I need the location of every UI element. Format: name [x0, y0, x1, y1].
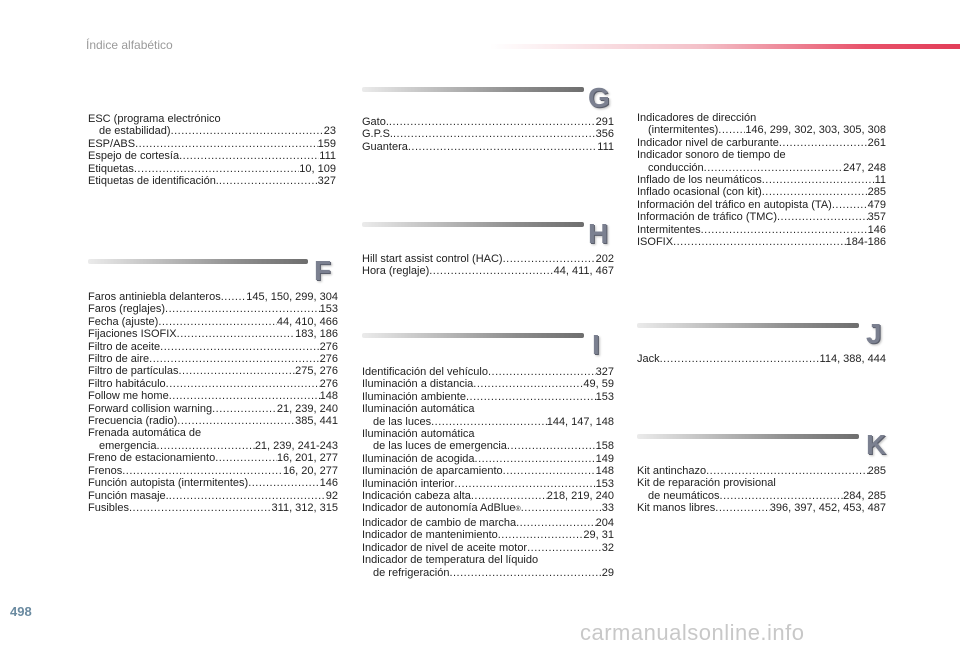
index-entry-label: Intermitentes: [637, 223, 701, 236]
index-entry-pages[interactable]: 153: [595, 477, 614, 490]
index-entry-label: Iluminación a distancia: [362, 378, 474, 391]
index-entry: [362, 490, 614, 502]
index-entry-pages[interactable]: 23: [323, 125, 336, 138]
index-section-h: [362, 253, 614, 278]
index-entry: [88, 125, 336, 137]
dot-leader: [507, 440, 596, 452]
index-entry: [362, 554, 614, 566]
index-entry: [88, 303, 338, 315]
index-entry-label: de las luces: [373, 415, 432, 428]
page-number: 498: [10, 604, 32, 619]
index-entry-label: Etiquetas de identificación.: [88, 175, 219, 188]
index-entry: [637, 149, 886, 161]
index-entry-label: Filtro habitáculo: [88, 377, 166, 390]
dot-leader: [701, 224, 868, 236]
index-entry-label: Indicador nivel de carburante: [637, 136, 779, 149]
index-entry: [88, 390, 338, 402]
index-entry-label: Función masaje.: [88, 489, 169, 502]
index-entry-pages[interactable]: 114, 388, 444: [819, 353, 886, 365]
dot-leader: [777, 211, 868, 223]
index-entry-pages[interactable]: 261: [867, 136, 886, 149]
dot-leader: [762, 174, 875, 186]
dot-leader: [221, 291, 247, 303]
index-entry-pages[interactable]: 16, 201, 277: [276, 452, 338, 465]
index-entry-pages[interactable]: 356: [595, 128, 614, 141]
index-entry: [362, 416, 614, 428]
section-letter-h: H: [588, 218, 609, 249]
index-entry-label: Iluminación de aparcamiento: [362, 465, 503, 478]
index-entry-label: Jack: [637, 353, 660, 365]
index-entry-pages[interactable]: 158: [595, 440, 614, 453]
dot-leader: [158, 316, 277, 328]
index-entry-label: G.P.S.: [362, 128, 393, 141]
index-entry-label: Indicador de mantenimiento: [362, 529, 498, 542]
section-divider-i: [362, 333, 584, 338]
dot-leader: [122, 465, 283, 477]
index-entry-label: Guantera: [362, 140, 408, 153]
index-entry-pages[interactable]: 44, 411, 467: [553, 265, 614, 278]
index-entry: [362, 128, 614, 140]
index-entry: [88, 175, 336, 187]
index-entry: [362, 428, 614, 440]
index-entry-label: Inflado de los neumáticos: [637, 174, 762, 187]
index-entry-pages[interactable]: 357: [867, 211, 886, 224]
dot-leader: [177, 328, 296, 340]
index-entry: [362, 391, 614, 403]
index-entry-pages[interactable]: 16, 20, 277: [282, 464, 338, 477]
index-section-i-continued: [637, 112, 886, 248]
index-entry-label: (intermitentes): [648, 124, 719, 137]
index-section-e: [88, 113, 336, 187]
index-entry: [362, 265, 614, 277]
index-entry-pages[interactable]: 29, 31: [583, 529, 614, 542]
section-divider-k: [637, 434, 859, 439]
dot-leader: [779, 137, 868, 149]
index-entry: [88, 316, 338, 328]
index-entry-pages[interactable]: 32: [601, 541, 614, 554]
index-entry-label: Fecha (ajuste): [88, 315, 159, 328]
index-entry: [88, 341, 338, 353]
dot-leader: [718, 124, 745, 136]
dot-leader: [706, 465, 868, 477]
index-entry: [88, 378, 338, 390]
index-entry: [637, 236, 886, 248]
dot-leader: [135, 138, 318, 150]
index-entry-label: Indicador sonoro de tiempo de: [637, 149, 786, 162]
dot-leader: [389, 116, 596, 128]
index-entry-label: Indicadores de dirección: [637, 112, 757, 124]
dot-leader: [212, 403, 277, 415]
dot-leader: [431, 416, 547, 428]
index-entry: [637, 162, 886, 174]
index-entry-label: Inflado ocasional (con kit): [637, 186, 762, 199]
index-entry-pages[interactable]: 111: [319, 150, 336, 163]
index-entry: [362, 440, 614, 452]
section-letter-g: G: [588, 82, 610, 113]
index-entry: [637, 502, 886, 514]
index-entry-pages[interactable]: 111: [597, 140, 614, 153]
section-letter-f: F: [314, 255, 332, 286]
index-entry: [88, 452, 338, 464]
dot-leader: [169, 390, 320, 402]
index-entry-label: ESC (programa electrónico: [88, 113, 221, 125]
registered-mark: ®: [515, 506, 521, 514]
index-section-j: [637, 353, 886, 365]
dot-leader: [832, 199, 868, 211]
index-entry-pages[interactable]: 148: [595, 465, 614, 478]
index-entry-pages[interactable]: 396, 397, 452, 453, 487: [769, 502, 886, 515]
index-entry-label: Frenos: [88, 464, 123, 477]
index-entry: [88, 291, 338, 303]
index-entry-label: ISOFIX: [637, 236, 674, 249]
index-entry-label: Kit manos libres: [637, 502, 716, 515]
dot-leader: [473, 378, 583, 390]
index-entry-label: Filtro de partículas: [88, 365, 179, 378]
index-entry-label: Fijaciones ISOFIX: [88, 328, 177, 341]
index-entry: [362, 502, 614, 516]
index-entry-label: Gato.: [362, 116, 389, 128]
index-entry: [637, 353, 886, 365]
index-entry-pages[interactable]: 276: [319, 340, 338, 353]
index-entry-pages[interactable]: 149: [595, 452, 614, 465]
index-entry-label: Indicador de nivel de aceite motor: [362, 541, 528, 554]
index-entry-label: Información de tráfico (TMC): [637, 211, 777, 224]
dot-leader: [466, 391, 596, 403]
index-entry: [637, 465, 886, 477]
index-entry-label: Kit de reparación provisional: [637, 477, 776, 490]
index-entry-label: Faros (reglajes): [88, 303, 166, 316]
index-entry-label: Hill start assist control (HAC): [362, 253, 503, 265]
dot-leader: [408, 141, 597, 153]
index-entry-label: Identificación del vehículo: [362, 366, 488, 378]
index-entry-pages[interactable]: 92: [325, 489, 338, 502]
index-entry: [637, 224, 886, 236]
dot-leader: [715, 502, 770, 514]
index-entry: [88, 138, 336, 150]
index-entry: [637, 186, 886, 198]
index-entry-pages[interactable]: 44, 410, 466: [276, 315, 338, 328]
index-entry-label: Filtro de aire: [88, 353, 150, 366]
dot-leader: [248, 477, 319, 489]
index-entry-pages[interactable]: 148: [319, 390, 338, 403]
dot-leader: [521, 502, 602, 514]
index-entry-pages[interactable]: 146, 299, 302, 303, 305, 308: [745, 124, 886, 137]
dot-leader: [149, 353, 320, 365]
index-entry: [88, 163, 336, 175]
dot-leader: [527, 542, 602, 554]
index-entry-pages[interactable]: 146: [867, 223, 886, 236]
dot-leader: [471, 490, 547, 502]
index-entry-pages[interactable]: 29: [601, 566, 614, 579]
index-entry-label: Espejo de cortesía: [88, 150, 180, 163]
index-entry-pages[interactable]: 184-186: [845, 236, 886, 249]
index-entry: [88, 465, 338, 477]
dot-leader: [129, 502, 272, 514]
index-entry-label: Indicador de cambio de marcha: [362, 516, 517, 529]
index-entry-pages[interactable]: 11: [874, 174, 886, 187]
index-entry-pages[interactable]: 285: [867, 186, 886, 199]
index-entry-label: Información del tráfico en autopista (TA): [637, 198, 832, 211]
index-entry: [88, 365, 338, 377]
dot-leader: [720, 490, 844, 502]
index-entry-label: Frenada automática de: [88, 427, 202, 440]
watermark-text: carmanualsonline.info: [580, 620, 805, 645]
index-entry: [88, 353, 338, 365]
index-entry-pages[interactable]: 202: [595, 253, 614, 265]
index-entry: [88, 427, 338, 439]
index-entry-label: Función autopista (intermitentes): [88, 477, 249, 490]
index-entry-label: de neumáticos: [648, 489, 720, 502]
index-section-g: [362, 116, 614, 153]
index-entry-pages[interactable]: 144, 147, 148: [546, 415, 614, 428]
index-entry: [362, 378, 614, 390]
index-entry: [88, 490, 338, 502]
index-entry: [637, 211, 886, 223]
index-entry-label: Frecuencia (radio): [88, 415, 178, 428]
index-entry-pages[interactable]: 247, 248: [843, 161, 886, 174]
index-entry: [362, 253, 614, 265]
index-entry: [362, 366, 614, 378]
index-entry-label: Indicador de temperatura del líquido: [362, 554, 539, 567]
index-entry: [88, 328, 338, 340]
index-entry: [362, 141, 614, 153]
index-entry-pages[interactable]: 291: [595, 116, 614, 128]
dot-leader: [498, 529, 584, 541]
dot-leader: [160, 341, 319, 353]
section-divider-j: [637, 323, 859, 328]
index-entry-pages[interactable]: 159: [317, 137, 336, 150]
dot-leader: [503, 465, 596, 477]
index-entry: [362, 529, 614, 541]
dot-leader: [156, 440, 254, 452]
index-entry-pages[interactable]: 21, 239, 240: [276, 402, 338, 415]
index-entry: [362, 403, 614, 415]
index-entry: [637, 477, 886, 489]
index-entry-pages[interactable]: 276: [319, 353, 338, 366]
index-entry-pages[interactable]: 10, 109: [299, 162, 336, 175]
dot-leader: [673, 236, 846, 248]
index-entry-label: Iluminación automática: [362, 403, 475, 416]
index-entry-label: de refrigeración: [373, 566, 450, 579]
index-entry: [637, 112, 886, 124]
index-entry-label: Filtro de aceite: [88, 340, 161, 353]
index-entry: [362, 517, 614, 529]
dot-leader: [219, 175, 318, 187]
dot-leader: [704, 162, 844, 174]
index-entry-pages[interactable]: 479: [867, 198, 886, 211]
dot-leader: [429, 265, 553, 277]
index-section-i: [362, 366, 614, 579]
dot-leader: [134, 163, 299, 175]
index-entry: [362, 567, 614, 579]
index-entry-label: Iluminación de acogida: [362, 452, 475, 465]
index-entry-pages[interactable]: 153: [319, 303, 338, 316]
index-entry: [88, 403, 338, 415]
dot-leader: [762, 186, 868, 198]
index-entry-label: conducción: [648, 161, 704, 174]
index-entry: [637, 199, 886, 211]
index-entry: [362, 453, 614, 465]
index-entry-pages[interactable]: 327: [595, 366, 614, 378]
index-entry-pages[interactable]: 33: [601, 502, 614, 515]
index-entry: [362, 465, 614, 477]
index-entry: [637, 490, 886, 502]
header-accent-bar: [490, 44, 960, 49]
dot-leader: [516, 517, 596, 529]
index-entry-label: Indicación cabeza alta: [362, 490, 471, 503]
dot-leader: [449, 567, 601, 579]
dot-leader: [169, 490, 326, 502]
index-entry-pages[interactable]: 183, 186: [295, 328, 338, 341]
section-letter-i: I: [592, 329, 600, 360]
section-letter-k: K: [866, 429, 887, 460]
index-entry: [88, 415, 338, 427]
dot-leader: [475, 453, 596, 465]
index-entry-label: ESP/ABS: [88, 137, 136, 150]
index-entry-pages[interactable]: 311, 312, 315: [271, 501, 338, 514]
index-section-f: [88, 291, 338, 514]
index-entry: [88, 440, 338, 452]
dot-leader: [454, 478, 595, 490]
dot-leader: [179, 150, 319, 162]
index-entry: [362, 478, 614, 490]
dot-leader: [166, 378, 320, 390]
index-entry-label: Fusibles: [88, 501, 129, 514]
index-entry: [88, 150, 336, 162]
index-entry-pages[interactable]: 276: [319, 377, 338, 390]
index-entry-label: Follow me home: [88, 390, 169, 403]
dot-leader: [215, 452, 277, 464]
page-header-title: Índice alfabético: [86, 38, 173, 52]
index-entry-label: de estabilidad): [99, 125, 171, 138]
index-entry: [88, 477, 338, 489]
index-entry-label: emergencia: [99, 439, 157, 452]
index-entry: [362, 542, 614, 554]
dot-leader: [488, 366, 596, 378]
index-entry-label: Indicador de autonomía AdBlue: [362, 502, 516, 515]
dot-leader: [171, 125, 324, 137]
index-entry: [637, 137, 886, 149]
dot-leader: [165, 303, 320, 315]
index-entry-pages[interactable]: 204: [595, 516, 614, 529]
index-entry-label: Hora (reglaje): [362, 265, 430, 278]
index-entry-pages[interactable]: 218, 219, 240: [546, 490, 614, 503]
index-entry: [88, 113, 336, 125]
section-divider-h: [362, 222, 584, 227]
index-entry: [637, 174, 886, 186]
index-entry-label: Faros antiniebla delanteros: [88, 291, 221, 303]
dot-leader: [503, 253, 596, 265]
index-entry-pages[interactable]: 145, 150, 299, 304: [246, 291, 338, 303]
index-entry: [637, 124, 886, 136]
index-entry-pages[interactable]: 153: [595, 390, 614, 403]
index-entry-label: Iluminación ambiente: [362, 390, 466, 403]
index-entry: [362, 116, 614, 128]
index-entry: [88, 502, 338, 514]
index-entry-pages[interactable]: 275, 276: [295, 365, 338, 378]
index-entry-pages[interactable]: 285: [867, 465, 886, 477]
index-entry-label: Forward collision warning: [88, 402, 213, 415]
dot-leader: [393, 128, 596, 140]
index-entry-label: Iluminación interior: [362, 477, 455, 490]
index-entry-pages[interactable]: 49, 59: [583, 378, 614, 391]
index-section-k: [637, 465, 886, 515]
index-entry-pages[interactable]: 284, 285: [843, 489, 886, 502]
index-entry-label: de las luces de emergencia: [373, 440, 507, 453]
index-entry-pages[interactable]: 21, 239, 241-243: [254, 439, 338, 452]
index-entry-label: Etiquetas: [88, 162, 134, 175]
section-letter-j: J: [866, 318, 882, 349]
dot-leader: [660, 353, 820, 365]
index-entry-label: Iluminación automática: [362, 428, 475, 441]
index-entry-label: Freno de estacionamiento: [88, 452, 216, 465]
index-entry-label: Kit antinchazo: [637, 465, 707, 477]
index-entry-pages[interactable]: 327: [317, 175, 336, 188]
section-divider-g: [362, 87, 584, 92]
section-divider-f: [88, 259, 308, 264]
dot-leader: [178, 365, 295, 377]
index-entry-pages[interactable]: 146: [319, 477, 338, 490]
index-entry-pages[interactable]: 385, 441: [295, 415, 338, 428]
dot-leader: [177, 415, 295, 427]
